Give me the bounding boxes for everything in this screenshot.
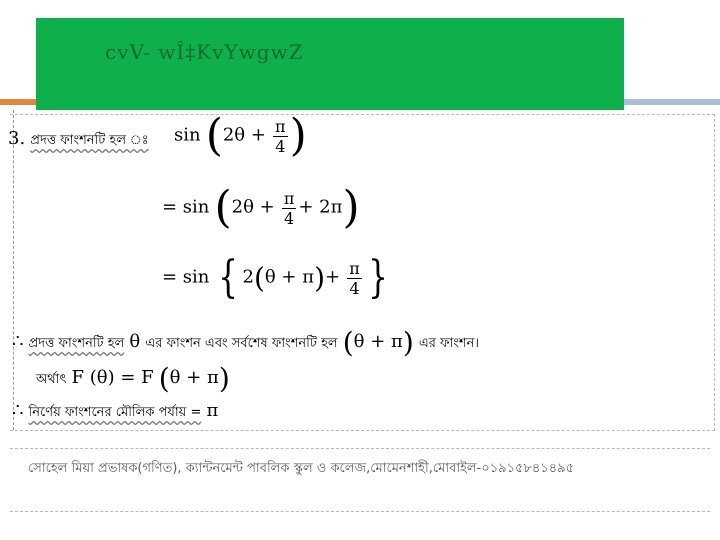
conclusion-text-b: এর ফাংশন এবং সর্বশেষ ফাংশনটি হল	[145, 336, 338, 351]
eq3-fraction: $\frac{\pi}{4}$	[349, 258, 360, 298]
arthat-line: অর্থাৎ F (θ) = F (θ + π)	[36, 362, 230, 395]
eq1-arg: 2θ +	[222, 124, 266, 146]
therefore-symbol-2: ∴	[12, 400, 24, 421]
period-line	[12, 400, 218, 424]
equation-line-3: = sin { 2(θ + π)+ $\frac{\pi}{4}$ }	[162, 252, 388, 303]
eq2-arg-b: + 2π	[298, 196, 343, 218]
accent-bar-right	[624, 99, 720, 105]
arthat-expr-b: θ + π	[169, 367, 219, 388]
accent-bar-left	[0, 99, 36, 105]
eq3-close-brace: }	[367, 252, 388, 303]
period-value: π	[206, 400, 219, 421]
content-left-edge	[13, 110, 14, 430]
eq3-plus: +	[325, 266, 341, 288]
conclusion-theta: θ	[129, 331, 141, 352]
conclusion-text-a: প্রদত্ত ফাংশনটি হল	[28, 336, 125, 351]
equation-line-2	[162, 182, 360, 233]
equation-line-1	[174, 110, 307, 161]
problem-label: প্রদত্ত ফাংশনটি হল ঃ	[30, 133, 149, 148]
slide-title: cvV- wÎ‡KvYwgwZ	[105, 40, 304, 64]
arthat-expr: F (θ) = F	[71, 367, 154, 388]
eq2-prefix: = sin	[162, 196, 210, 218]
eq1-fraction: $\frac{\pi}{4}$	[275, 116, 286, 156]
footer-frame	[10, 448, 710, 512]
therefore-symbol: ∴	[12, 331, 24, 352]
conclusion-expr: θ + π	[353, 331, 403, 352]
eq1-close-paren: )	[289, 110, 307, 161]
problem-line-1	[8, 128, 149, 152]
eq3-open-brace: {	[218, 252, 239, 303]
eq2-open-paren: (	[214, 182, 232, 233]
eq2-fraction: $\frac{\pi}{4}$	[283, 188, 295, 228]
problem-number: 3.	[8, 128, 26, 149]
eq1-open-paren: (	[205, 110, 223, 161]
conclusion-text-c: এর ফাংশন।	[418, 336, 480, 351]
eq2-arg-a: 2θ +	[231, 196, 275, 218]
footer-author-info: সোহেল মিয়া প্রভাষক(গণিত), ক্যান্টনমেন্ট পাবলিক স্কুল ও কলেজ,মোমেনশাহী,মোবাইল-০১৯১৫৮৪১৪৯৫	[28, 461, 575, 476]
eq2-close-paren: )	[342, 182, 360, 233]
title-banner	[36, 18, 624, 110]
eq1-fn: sin	[174, 124, 201, 146]
arthat-label: অর্থাৎ	[36, 372, 67, 387]
eq3-arg-a: 2	[242, 266, 254, 288]
eq3-arg-b: θ + π	[264, 266, 315, 288]
eq3-prefix: = sin	[162, 266, 210, 288]
period-label: নির্ণেয় ফাংশনের মৌলিক পর্যায় =	[28, 405, 202, 420]
conclusion-line: ∴ প্রদত্ত ফাংশনটি হল θ এর ফাংশন এবং সর্বশেষ ফাংশনটি হল (θ + π) এর ফাংশন।	[12, 326, 480, 359]
